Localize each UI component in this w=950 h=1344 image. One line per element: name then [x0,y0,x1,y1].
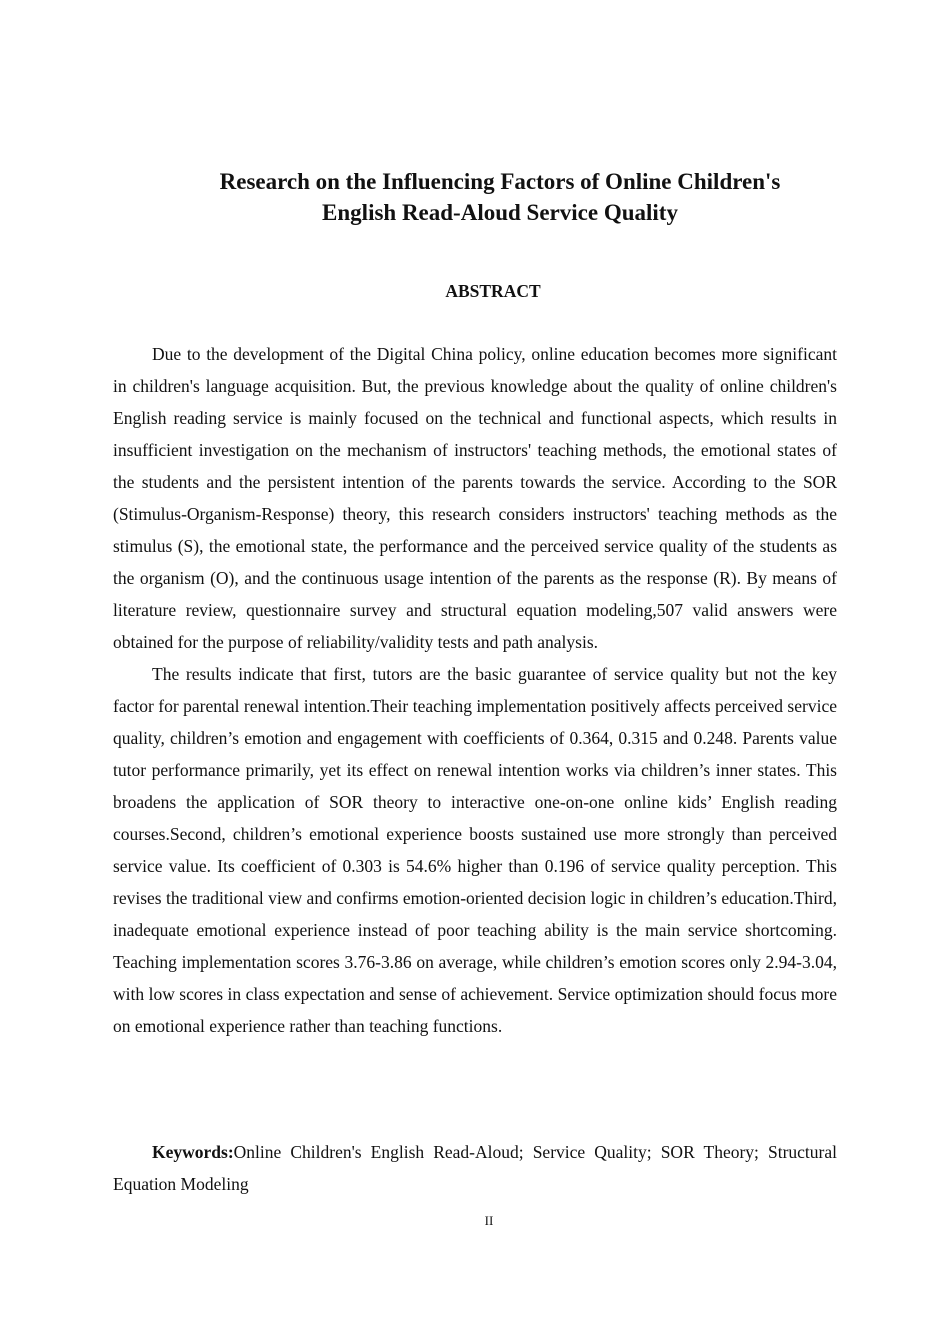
title-line-2: English Read-Aloud Service Quality [322,200,678,225]
keywords-text: Online Children's English Read-Aloud; Service Quality; SOR Theory; Structural Equation Modeling [113,1142,837,1194]
page-number: II [484,1213,494,1228]
title-line-1: Research on the Influencing Factors of Online Children's [219,169,781,194]
keywords-label: Keywords: [152,1142,234,1162]
page-title [100,166,900,228]
abstract-body [113,338,837,1042]
abstract-paragraph-2: The results indicate that first, tutors are the basic guarantee of service quality but not the key factor for parental renewal intention.Their teaching implementation positively affects perceived service quality, children’s emotion and engagement with coefficients of 0.364, 0.315 and 0.248. Parents value tutor performance primarily, yet its effect on renewal intention works via children’s inner states. This broadens the application of SOR theory to interactive one-on-one online kids’ English reading courses.Second, children’s emotional experience boosts sustained use more strongly than perceived service value. Its coefficient of 0.303 is 54.6% higher than 0.196 of service quality perception. This revises the traditional view and confirms emotion-oriented decision logic in children’s education.Third, inadequate emotional experience instead of poor teaching ability is the main service shortcoming. Teaching implementation scores 3.76-3.86 on average, while children’s emotion scores only 2.94-3.04, with low scores in class expectation and sense of achievement. Service optimization should focus more on emotional experience rather than teaching functions. [113,664,837,1036]
keywords-paragraph [113,1136,837,1200]
abstract-heading: ABSTRACT [445,281,541,301]
keywords-block [113,1136,837,1200]
abstract-paragraph-1: Due to the development of the Digital China policy, online education becomes more significant in children's language acquisition. But, the previous knowledge about the quality of online children's English reading service is mainly focused on the technical and functional aspects, which results in insufficient investigation on the mechanism of instructors' teaching methods, the emotional states of the students and the persistent intention of the parents towards the service. According to the SOR (Stimulus-Organism-Response) theory, this research considers instructors' teaching methods as the stimulus (S), the emotional state, the performance and the perceived service quality of the students as the organism (O), and the continuous usage intention of the parents as the response (R). By means of literature review, questionnaire survey and structural equation modeling,507 valid answers were obtained for the purpose of reliability/validity tests and path analysis. [113,344,837,652]
